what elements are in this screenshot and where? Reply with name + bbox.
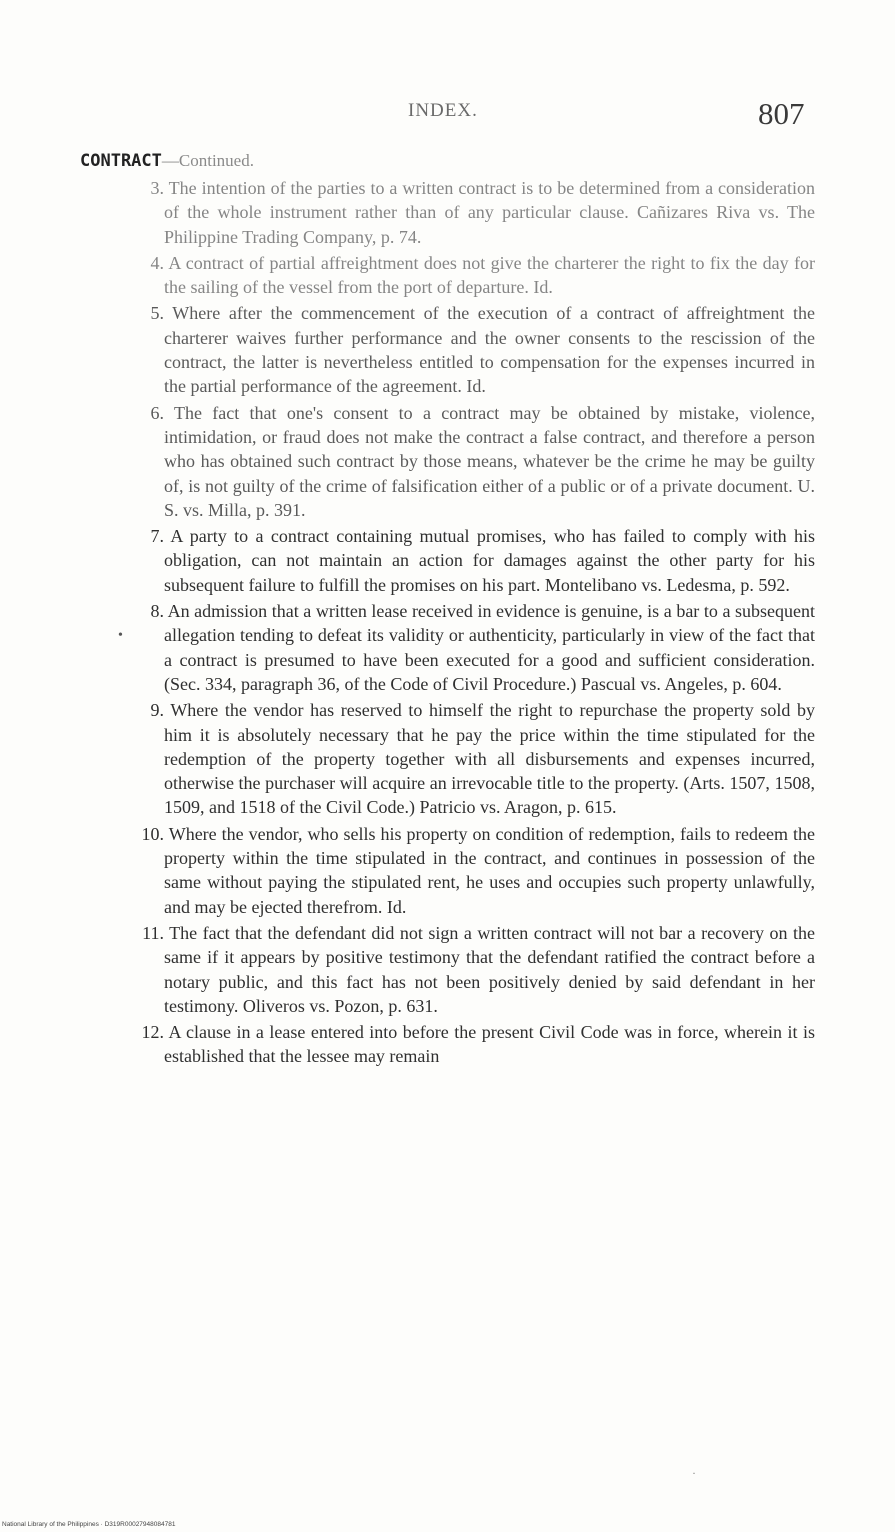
entry-number: 5. — [150, 303, 164, 324]
entry-text: A clause in a lease entered into before the present Civil Code was in force, wherein it is established that the lessee may remain — [164, 1022, 815, 1067]
index-entry-10 — [112, 822, 815, 919]
entry-text: The fact that the defendant did not sign a written contract will not bar a recovery on the same if it appears by positive testimony that the defendant ratified the contract before a notary public, and this fact has not been positively denied by said defendant in her testimony. Oliveros vs. Pozon, p. 631. — [164, 922, 815, 1016]
scan-footer: National Library of the Philippines · D319R00027948084781 — [2, 1521, 176, 1528]
index-entry-5 — [112, 301, 815, 398]
index-entry-12 — [112, 1020, 815, 1069]
entry-text: The intention of the parties to a written contract is to be determined from a consideration of the whole instrument rather than of any particular clause. Cañizares Riva vs. The Philippine Trading Company, p. 74. — [164, 178, 815, 247]
index-entry-11 — [112, 921, 815, 1018]
entry-number: 10. — [141, 823, 164, 844]
entry-number: 7. — [150, 526, 164, 547]
entry-text: The fact that one's consent to a contract may be obtained by mistake, violence, intimidation, or fraud does not make the contract a false contract, and therefore a person who has obtained such contract by those means, whatever be the crime he may be guilty of, is not guilty of the crime of falsification either of a public or of a private document. U. S. vs. Milla, p. 391. — [164, 402, 815, 520]
page-speck: · — [692, 1466, 696, 1480]
entry-number: 9. — [150, 700, 164, 721]
index-entry-8 — [112, 599, 815, 696]
index-heading-continued: —Continued. — [161, 151, 254, 170]
entry-text: A contract of partial affreightment does not give the charterer the right to fix the day for the sailing of the vessel from the port of departure. Id. — [164, 252, 816, 298]
entry-text: An admission that a written lease received in evidence is genuine, is a bar to a subsequent allegation tending to defeat its validity or authenticity, particularly in view of the fact that a contract is presumed to have been executed for a good and sufficient consideration. (Sec. 334, paragraph 36, of the Code of Civil Procedure.) Pascual vs. Angeles, p. 604. — [164, 601, 815, 694]
index-heading — [80, 150, 254, 171]
index-entry-3 — [112, 176, 815, 249]
index-entry-7 — [112, 524, 815, 597]
running-head: INDEX. — [408, 100, 478, 121]
entry-text: Where the vendor, who sells his property on condition of redemption, fails to redeem the property within the time stipulated in the contract, and continues in possession of the same without paying the stipulated rent, he uses and occupies such property unlawfully, and may be ejected therefrom. Id. — [164, 823, 815, 917]
entry-text: A party to a contract containing mutual promises, who has failed to comply with his obligation, can not maintain an action for damages against the other party for his subsequent failure to fulfill the promises on his part. Montelibano vs. Ledesma, p. 592. — [164, 526, 815, 595]
entry-number: 12. — [141, 1022, 164, 1043]
entry-number: 4. — [150, 252, 164, 273]
entry-number: 6. — [150, 402, 164, 423]
index-entries — [112, 176, 815, 1071]
index-entry-9 — [112, 698, 815, 819]
index-entry-4 — [112, 251, 815, 300]
index-heading-term: CONTRACT — [80, 151, 162, 171]
page-number: 807 — [758, 96, 805, 131]
entry-number: 8. — [150, 601, 164, 622]
entry-text: Where after the commencement of the execution of a contract of affreightment the charterer waives further performance and the owner consents to the rescission of the contract, the latter is nevertheless entitled to compensation for the expenses incurred in the partial performance of the agreement. Id. — [164, 303, 815, 397]
margin-mark: • — [118, 628, 123, 643]
index-entry-6 — [112, 401, 815, 522]
entry-number: 3. — [150, 178, 164, 198]
entry-text: Where the vendor has reserved to himself the right to repurchase the property sold by him it is absolutely necessary that he pay the price within the time stipulated for the redemption of the property together with all disbursements and expenses incurred, otherwise the purchaser will acquire an irrevocable title to the property. (Arts. 1507, 1508, 1509, and 1518 of the Civil Code.) Patricio vs. Aragon, p. 615. — [164, 700, 815, 818]
entry-number: 11. — [142, 922, 164, 943]
